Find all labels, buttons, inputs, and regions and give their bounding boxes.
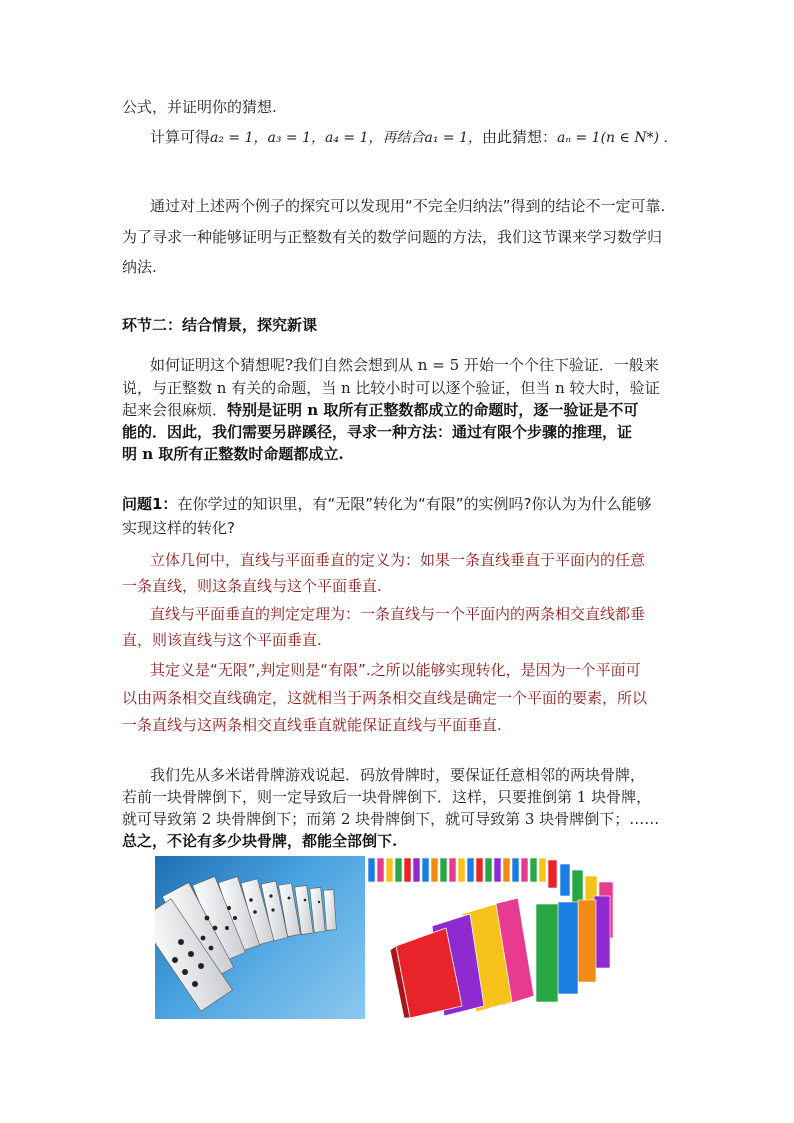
calc-a3: a₃ = 1， (267, 130, 326, 146)
para2-line-4: 能的．因此，我们需要另辟蹊径，寻求一种方法：通过有限个步骤的推理，证 (122, 423, 633, 441)
question-1-label: 问题1： (122, 495, 178, 513)
answer-a-line-2: 一条直线，则这条直线与这个平面垂直. (122, 577, 382, 595)
question-1-line-2: 实现这样的转化? (122, 519, 235, 537)
section-heading: 环节二：结合情景，探究新课 (122, 316, 318, 334)
answer-b-line-1: 直线与平面垂直的判定定理为：一条直线与一个平面内的两条相交直线都垂 (150, 605, 646, 623)
calc-a1: a₁ = 1， (424, 130, 483, 146)
calc-line (150, 127, 668, 148)
para2-line-3-bold: 特别是证明 n 取所有正整数都成立的命题时，逐一验证是不可 (227, 401, 639, 419)
para2-line-2: 说，与正整数 n 有关的命题，当 n 比较小时可以逐个验证，但当 n 较大时，验证 (122, 379, 660, 397)
domino-line-2: 若前一块骨牌倒下，则一定导致后一块骨牌倒下．这样，只要推倒第 1 块骨牌， (122, 788, 652, 806)
colorful-dominoes-illustration (366, 856, 642, 1019)
answer-c-line-1: 其定义是“无限”,判定则是“有限”.之所以能够实现转化，是因为一个平面可 (150, 661, 641, 679)
calc-result: aₙ = 1(n ∈ N*) . (557, 130, 668, 146)
domino-line-1: 我们先从多米诺骨牌游戏说起．码放骨牌时，要保证任意相邻的两块骨牌， (150, 766, 646, 784)
para2-line-5: 明 n 取所有正整数时命题都成立. (122, 445, 344, 463)
answer-b-line-2: 直，则该直线与这个平面垂直. (122, 631, 322, 649)
domino-line-3: 就可导致第 2 块骨牌倒下；而第 2 块骨牌倒下，就可导致第 3 块骨牌倒下；…… (122, 810, 660, 828)
answer-c-line-3: 一条直线与这两条相交直线垂直就能保证直线与平面垂直. (122, 716, 502, 734)
calc-prefix: 计算可得 (150, 128, 211, 146)
question-1-text: 在你学过的知识里，有“无限”转化为“有限”的实例吗?你认为为什么能够 (177, 495, 652, 513)
calc-mid: 由此猜想： (482, 128, 558, 146)
domino-photo-white (155, 856, 365, 1019)
intro-line-1: 公式，并证明你的猜想. (122, 98, 277, 116)
para1-line-3: 纳法. (122, 258, 157, 276)
question-1-line-1 (122, 494, 652, 514)
answer-c-line-2: 以由两条相交直线确定，这就相当于两条相交直线是确定一个平面的要素，所以 (122, 689, 648, 707)
domino-line-4: 总之，不论有多少块骨牌，都能全部倒下. (122, 832, 398, 850)
para1-line-1: 通过对上述两个例子的探究可以发现用“不完全归纳法”得到的结论不一定可靠. (150, 197, 666, 215)
para1-line-2: 为了寻求一种能够证明与正整数有关的数学问题的方法，我们这节课来学习数学归 (122, 228, 663, 246)
calc-a4: a₄ = 1，再结合 (325, 130, 425, 146)
white-dominoes-illustration (155, 856, 365, 1019)
para2-line-3-plain: 起来会很麻烦． (122, 401, 228, 419)
para2-line-1: 如何证明这个猜想呢?我们自然会想到从 n = 5 开始一个个往下验证．一般来 (150, 356, 659, 374)
answer-a-line-1: 立体几何中，直线与平面垂直的定义为：如果一条直线垂直于平面内的任意 (150, 551, 646, 569)
para2-line-3 (122, 400, 638, 420)
domino-photo-colorful (366, 856, 642, 1019)
calc-a2: a₂ = 1， (210, 130, 268, 146)
